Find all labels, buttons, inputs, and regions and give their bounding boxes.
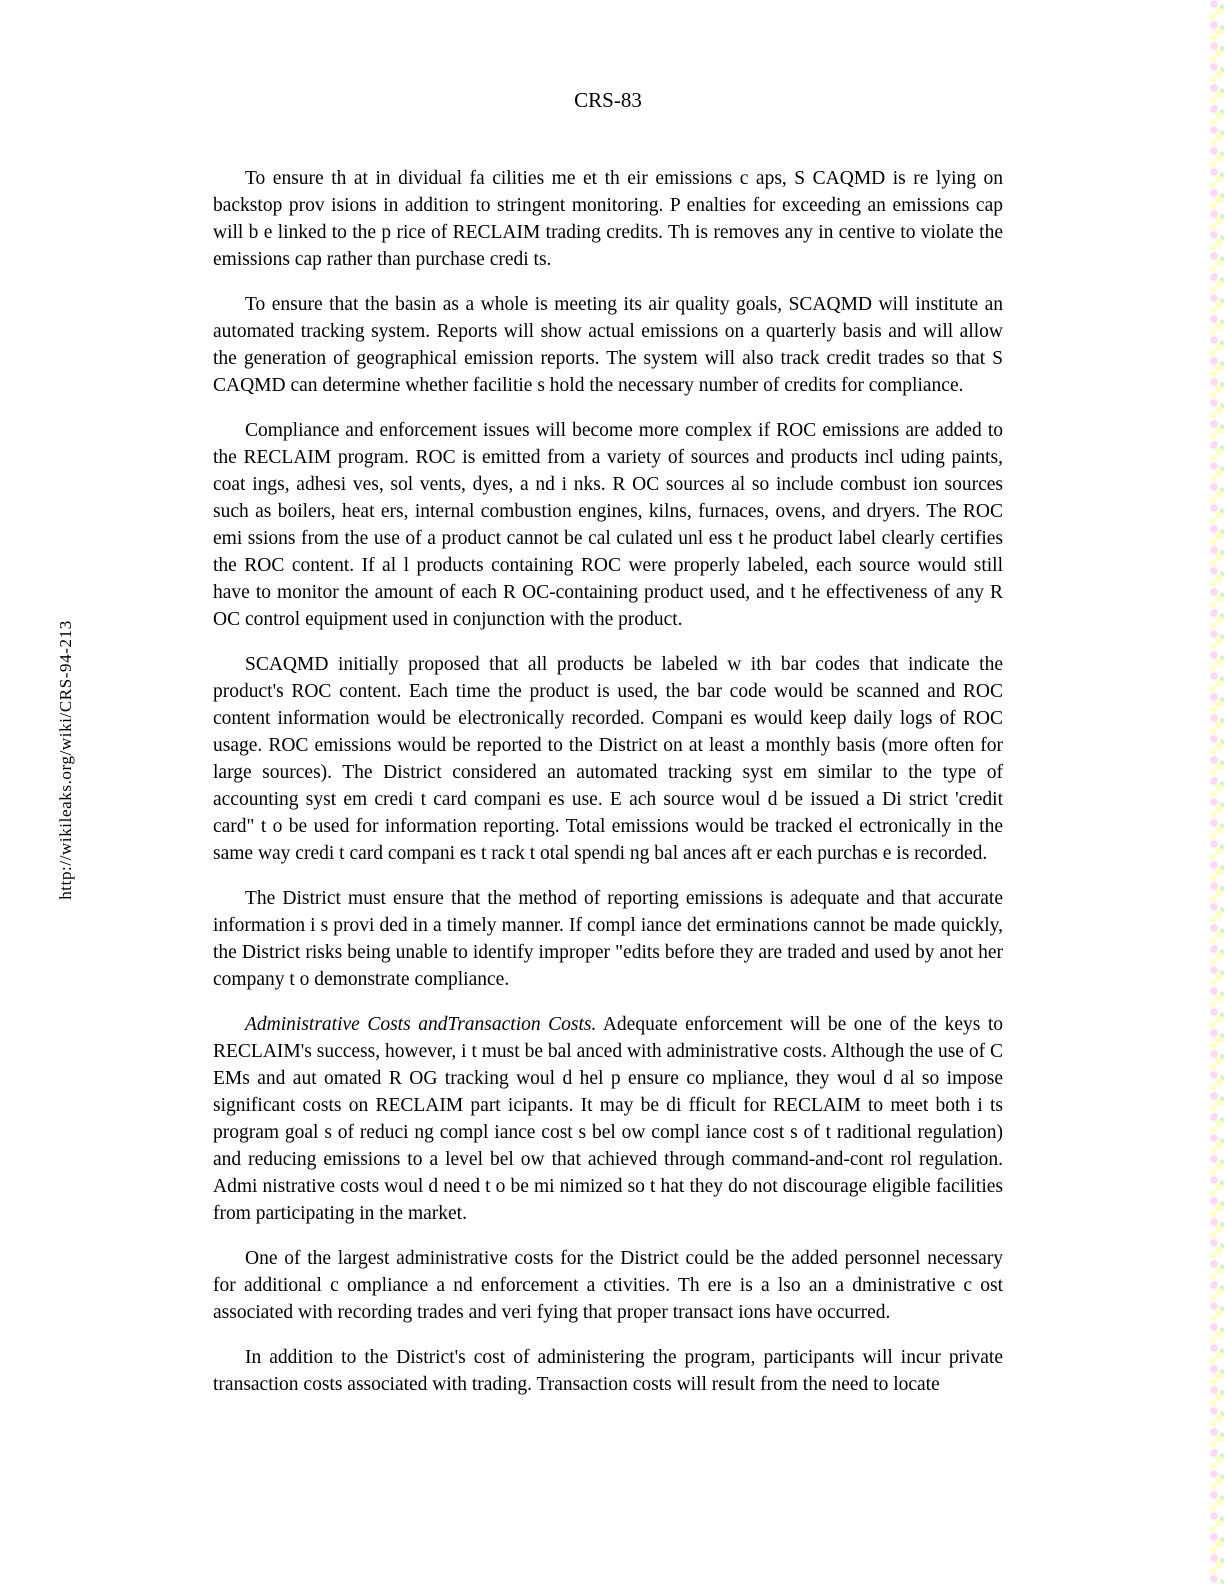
paragraph-transaction-costs: In addition to the District's cost of administering the program, participants will incur private transaction costs associated with trading. Transaction costs will result from the need to locate bbox=[213, 1347, 1003, 1395]
document-text-block bbox=[213, 165, 1003, 1398]
paragraph-administrative-costs-text: Adequate enforcement will be one of the keys to RECLAIM's success, however, i t must be bal anced with administrative costs. Although the use of C EMs and aut omated R OG tracking woul d hel p ensure co mpliance, they woul d al so impose significant costs on RECLAIM part icipants. It may be di fficult for RECLAIM to meet both i ts program goal s of reduci ng compl iance cost s bel ow compl iance cost s of t raditional regulation) and reducing emissions to a level bel ow that achieved through command-and-cont rol regulation. Admi nistrative costs woul d need t o be mi nimized so t hat they do not discourage eligible facilities from participating in the market. bbox=[213, 1014, 1003, 1224]
paragraph-administrative-costs bbox=[213, 1011, 1003, 1227]
paragraph-roc-compliance: Compliance and enforcement issues will become more complex if ROC emissions are added to the RECLAIM program. ROC is emitted from a variety of sources and products incl uding paints, coat ings, adhesi ves, sol vents, dyes, a nd i nks. R OC sources al so include combust ion sources such as boilers, heat ers, internal combustion engines, kilns, furnaces, ovens, and dryers. The ROC emi ssions from the use of a product cannot be cal culated unl ess t he product label clearly certifies the ROC content. If al l products containing ROC were properly labeled, each source would still have to monitor the amount of each R OC-containing product used, and t he effectiveness of any R OC control equipment used in conjunction with the product. bbox=[213, 420, 1003, 630]
wikileaks-source-url-vertical: http://wikileaks.org/wiki/CRS-94-213 bbox=[56, 620, 75, 900]
paragraph-reporting-accuracy: The District must ensure that the method of reporting emissions is adequate and that accurate information i s provi ded in a timely manner. If compl iance det erminations cannot be made quickly, the District risks being unable to identify improper "edits before they are traded and used by anot her company t o demonstrate compliance. bbox=[213, 888, 1003, 990]
page-number-header: CRS-83 bbox=[574, 88, 642, 112]
scan-edge-watermark-pattern bbox=[1209, 0, 1224, 1584]
paragraph-tracking-system: To ensure that the basin as a whole is meeting its air quality goals, SCAQMD will institute an automated tracking system. Reports will show actual emissions on a quarterly basis and will allow the generation of geographical emission reports. The system will also track credit trades so that S CAQMD can determine whether facilitie s hold the necessary number of credits for compliance. bbox=[213, 294, 1003, 396]
paragraph-lead-italic: Administrative Costs andTransaction Costs. bbox=[245, 1014, 597, 1035]
paragraph-personnel-costs: One of the largest administrative costs for the District could be the added personnel necessary for additional c ompliance a nd enforcement a ctivities. Th ere is a lso an a dministrative c ost associated with recording trades and veri fying that proper transact ions have occurred. bbox=[213, 1248, 1003, 1323]
paragraph-bar-codes: SCAQMD initially proposed that all products be labeled w ith bar codes that indicate the product's ROC content. Each time the product is used, the bar code would be scanned and ROC content information would be electronically recorded. Compani es would keep daily logs of ROC usage. ROC emissions would be reported to the District on at least a monthly basis (more often for large sources). The District considered an automated tracking syst em similar to the type of accounting syst em credi t card compani es use. E ach source woul d be issued a Di strict 'credit card" t o be used for information reporting. Total emissions would be tracked el ectronically in the same way credi t card compani es t rack t otal spendi ng bal ances aft er each purchas e is recorded. bbox=[213, 654, 1003, 864]
paragraph-emissions-caps: To ensure th at in dividual fa cilities me et th eir emissions c aps, S CAQMD is re lying on backstop prov isions in addition to stringent monitoring. P enalties for exceeding an emissions cap will b e linked to the p rice of RECLAIM trading credits. Th is removes any in centive to violate the emissions cap rather than purchase credi ts. bbox=[213, 168, 1003, 270]
document-body bbox=[213, 88, 1003, 1398]
